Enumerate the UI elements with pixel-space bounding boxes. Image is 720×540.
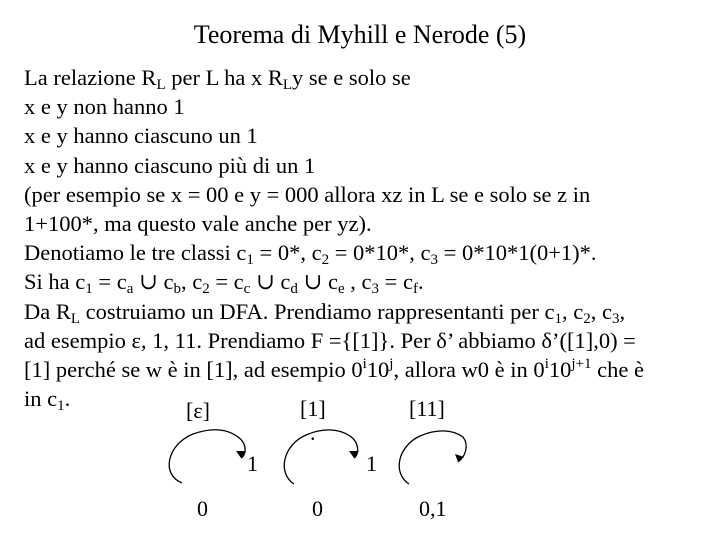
state-label-1: [1] (300, 396, 326, 421)
text-line (24, 238, 704, 267)
text-run: La relazione R (24, 65, 157, 90)
superscript: i (544, 355, 549, 372)
text-run: = c (379, 269, 413, 295)
subscript: L (156, 77, 166, 93)
subscript: b (173, 281, 181, 298)
state-11-loop (399, 431, 466, 484)
text-run: Denotiamo le tre classi c (24, 240, 247, 266)
text-run: , c (562, 298, 584, 324)
text-run: ∪ c (250, 269, 291, 295)
subscript: 2 (202, 281, 210, 298)
subscript: 3 (612, 310, 620, 327)
text-line (24, 180, 704, 209)
subscript: 2 (321, 252, 330, 269)
subscript: 1 (246, 252, 254, 269)
text-line (24, 63, 704, 92)
text-run: [1] perché se w è in [1], ad esempio 0 (24, 356, 363, 382)
transition-label-eps-to-1: 1 (247, 451, 258, 476)
subscript: c (243, 281, 251, 298)
text-run: = 0*10*1(0+1)*. (438, 240, 597, 266)
text-run: = c (92, 269, 127, 295)
text-run: , allora w0 è in 0 (393, 356, 545, 382)
text-run: x e y hanno ciascuno più di un 1 (24, 152, 316, 178)
subscript: 1 (57, 398, 65, 415)
text-run: . (64, 386, 71, 412)
text-run: ad esempio ε, 1, 11. Prendiamo F ={[1]}. Per δ’ abbiamo δ’([1],0) = (24, 327, 636, 353)
text-run: ∪ c (133, 269, 174, 295)
slide-title: Teorema di Myhill e Nerode (5) (193, 20, 527, 49)
text-line (24, 297, 704, 326)
slide-body (24, 63, 704, 413)
text-run: per L ha x R (165, 65, 283, 90)
loop-label-1: 0 (312, 496, 323, 521)
state-label-eps: [ε] (186, 398, 210, 423)
subscript: L (282, 77, 293, 93)
loop-label-11: 0,1 (419, 496, 447, 521)
text-line (24, 267, 704, 296)
text-run: = 0*10*, c (329, 240, 431, 266)
state-eps-loop (169, 430, 245, 483)
text-run: Da R (24, 298, 71, 324)
text-run: in c (24, 386, 58, 412)
final-state-marker: . (310, 420, 316, 445)
subscript: f (412, 281, 418, 298)
arrow-head-1 (349, 451, 359, 458)
text-run: 10 (366, 356, 390, 382)
text-run: Si ha c (24, 269, 86, 295)
subscript: L (70, 310, 81, 327)
superscript: j (389, 355, 394, 372)
subscript: 3 (371, 281, 380, 298)
text-run: = c (209, 269, 244, 295)
arrow-head-11 (455, 454, 464, 462)
text-run: che è (591, 356, 644, 382)
text-run: , c (344, 269, 372, 295)
text-line (24, 121, 704, 150)
subscript: 1 (85, 281, 93, 298)
loop-label-eps: 0 (197, 496, 208, 521)
subscript: a (126, 281, 134, 298)
text-run: ∪ c (297, 269, 338, 295)
text-line (24, 151, 704, 180)
text-run: , c (180, 269, 203, 295)
transition-label-1-to-11: 1 (366, 451, 377, 476)
arrow-head-eps (236, 451, 246, 458)
subscript: d (290, 281, 298, 298)
superscript: i (362, 355, 367, 372)
text-line (24, 209, 704, 238)
text-run: (per esempio se x = 00 e y = 000 allora xz in L se e solo se z in (24, 181, 591, 207)
text-run: x e y non hanno 1 (24, 94, 185, 120)
subscript: e (338, 281, 345, 298)
text-run: x e y hanno ciascuno un 1 (24, 123, 258, 149)
text-line (24, 92, 704, 121)
text-line (24, 355, 704, 384)
text-run: , (619, 298, 626, 324)
text-line (24, 384, 704, 413)
text-run: , c (590, 298, 613, 324)
text-run: = 0*, c (253, 240, 322, 266)
subscript: 1 (554, 310, 563, 327)
subscript: 3 (430, 252, 439, 269)
text-run: costruiamo un DFA. Prendiamo rappresentanti per c (80, 298, 555, 324)
subscript: 2 (583, 310, 591, 327)
text-line (24, 326, 704, 355)
superscript: j+1 (571, 355, 592, 372)
text-run: 10 (548, 356, 572, 382)
text-run: y se e solo se (292, 65, 411, 90)
state-label-11: [11] (409, 396, 445, 421)
state-1-loop (284, 430, 357, 484)
text-run: . (417, 269, 424, 295)
text-run: 1+100*, ma questo vale anche per yz). (24, 210, 372, 236)
